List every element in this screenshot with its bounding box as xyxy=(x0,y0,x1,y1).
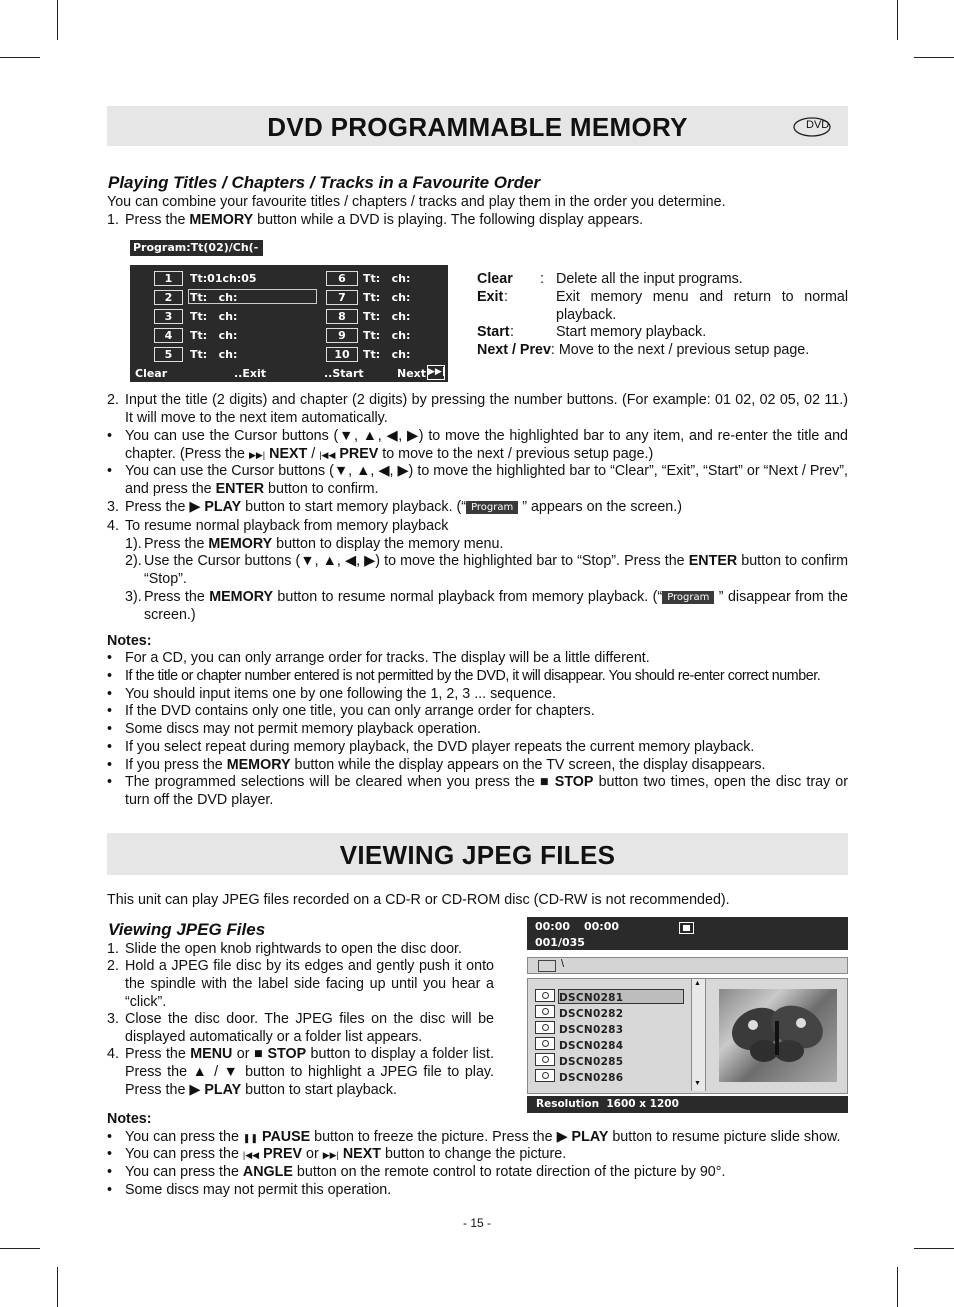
step-number: 1. xyxy=(107,941,119,957)
program-memory-menu xyxy=(130,265,448,382)
clear-desc: Delete all the input programs. xyxy=(556,271,743,287)
crop-mark xyxy=(0,57,40,58)
step-4-text: Press the MENU or ■ STOP button to display a folder list. Press the ▲ / ▼ button to highlight a JPEG file to play. Press the ▶ PLAY button to start playback. xyxy=(125,1046,494,1098)
substep-2-text: Use the Cursor buttons (▼, ▲, ◀, ▶) to move the highlighted bar to “Stop”. Press the ENTER button to confirm “Stop”. xyxy=(144,553,848,587)
program-slot-number[interactable]: 4 xyxy=(154,328,183,343)
section-banner xyxy=(107,106,848,146)
note-item: If the DVD contains only one title, you can only arrange order for chapters. xyxy=(125,703,595,720)
image-file-icon xyxy=(535,1005,555,1018)
file-list-item[interactable] xyxy=(535,989,623,1004)
bullet-cursor-options: You can use the Cursor buttons (▼, ▲, ◀, ▶) to move the highlighted bar to “Clear”, “Exit”, “Start” or “Next / Prev”, and press the ENTER button to confirm. xyxy=(125,463,848,497)
folder-path: \ xyxy=(561,958,565,970)
next-option[interactable]: Next xyxy=(397,367,427,380)
image-file-icon xyxy=(535,1053,555,1066)
step-number: 2. xyxy=(107,392,119,408)
next-icon: ▶▶| xyxy=(322,1150,339,1160)
crop-mark xyxy=(897,1267,898,1307)
note-item: You should input items one by one following the 1, 2, 3 ... sequence. xyxy=(125,685,557,702)
program-header-bar xyxy=(130,240,276,256)
start-desc: Start memory playback. xyxy=(556,324,707,340)
step-number: 3. xyxy=(107,499,119,515)
jpeg-status-bar xyxy=(527,917,848,950)
program-slot-entry[interactable]: Tt: ch: xyxy=(190,329,238,342)
crop-mark xyxy=(897,0,898,40)
file-name: DSCN0285 xyxy=(559,1056,624,1068)
note-item: You can press the ANGLE button on the remote control to rotate direction of the picture by 90°. xyxy=(125,1164,726,1180)
file-name: DSCN0281 xyxy=(559,992,624,1004)
intro-text: You can combine your favourite titles / chapters / tracks and play them in the order you determine. xyxy=(107,194,726,210)
program-header-text: Program:Tt(02)/Ch(- -) xyxy=(133,241,276,254)
clear-key: Clear xyxy=(477,271,513,287)
file-list-item[interactable] xyxy=(535,1069,623,1084)
file-list-item[interactable] xyxy=(535,1037,623,1052)
exit-desc: Exit memory menu and return to normal playback. xyxy=(556,289,848,323)
next-prev-row: Next / Prev: Move to the next / previous setup page. xyxy=(477,342,810,358)
pause-icon: ❚❚ xyxy=(242,1133,258,1143)
next-icon[interactable]: ▶▶| xyxy=(427,365,445,380)
exit-option[interactable]: ..Exit xyxy=(234,367,266,380)
crop-mark xyxy=(0,1248,40,1249)
clear-option[interactable]: Clear xyxy=(135,367,168,380)
program-slot-entry[interactable]: Tt: ch: xyxy=(190,291,238,304)
crop-mark xyxy=(914,57,954,58)
image-file-icon xyxy=(535,1069,555,1082)
dvd-logo-text: DVD xyxy=(806,119,830,131)
program-slot-number[interactable]: 2 xyxy=(154,290,183,305)
substep-1-text: Press the MEMORY button to display the memory menu. xyxy=(144,536,504,552)
butterfly-icon xyxy=(719,989,837,1082)
program-slot-entry[interactable]: Tt: ch: xyxy=(363,272,411,285)
step-number: 1. xyxy=(107,212,119,228)
notes-title: Notes: xyxy=(107,1111,152,1127)
play-icon: ▶ xyxy=(189,499,201,515)
file-list-item[interactable] xyxy=(535,1053,623,1068)
step-text: Slide the open knob rightwards to open the disc door. xyxy=(125,941,462,957)
stop-icon: ■ xyxy=(539,774,550,790)
butterfly-preview-image xyxy=(719,989,837,1082)
note-item: You can press the |◀◀ PREV or ▶▶| NEXT button to change the picture. xyxy=(125,1146,567,1162)
program-slot-number[interactable]: 9 xyxy=(326,328,358,343)
start-option[interactable]: ..Start xyxy=(324,367,364,380)
folder-icon xyxy=(538,960,556,972)
program-slot-entry[interactable]: Tt: ch: xyxy=(363,310,411,323)
file-name: DSCN0284 xyxy=(559,1040,624,1052)
program-chip: Program xyxy=(662,591,714,604)
crop-mark xyxy=(57,1267,58,1307)
file-name: DSCN0283 xyxy=(559,1024,624,1036)
section-banner xyxy=(107,833,848,875)
crop-mark xyxy=(914,1248,954,1249)
play-icon: ▶ xyxy=(189,1081,201,1098)
program-chip: Program xyxy=(466,501,518,514)
total-time: 00:00 xyxy=(584,920,620,933)
step-4-text: To resume normal playback from memory playback xyxy=(125,518,449,534)
image-file-icon xyxy=(535,989,555,1002)
file-count: 001/035 xyxy=(535,936,585,949)
substep-number: 1). xyxy=(125,536,142,552)
file-list-item[interactable] xyxy=(535,1005,623,1020)
program-slot-entry[interactable]: Tt: ch: xyxy=(363,348,411,361)
step-number: 4. xyxy=(107,1046,119,1062)
program-slot-number[interactable]: 8 xyxy=(326,309,358,324)
program-slot-entry[interactable]: Tt: ch: xyxy=(190,348,238,361)
substep-number: 3). xyxy=(125,589,142,605)
substep-3-text: Press the MEMORY button to resume normal playback from memory playback. (“ Program ” disappear from the screen.) xyxy=(144,589,848,623)
program-slot-entry[interactable]: Tt: ch: xyxy=(190,310,238,323)
substep-number: 2). xyxy=(125,553,142,569)
note-item: The programmed selections will be cleared when you press the ■ STOP button two times, open the disc tray or turn off the DVD player. xyxy=(125,774,848,808)
program-slot-entry[interactable]: Tt: ch: xyxy=(363,291,411,304)
scrollbar[interactable] xyxy=(691,979,706,1091)
note-item: Some discs may not permit memory playback operation. xyxy=(125,721,481,738)
prev-icon: |◀◀ xyxy=(242,1150,260,1160)
elapsed-time: 00:00 xyxy=(535,920,571,933)
section-title: VIEWING JPEG FILES xyxy=(339,840,616,870)
step-2-text: Input the title (2 digits) and chapter (2 digits) by pressing the number buttons. (For example: 01 02, 02 05, 02 11.) It will move to the next item automatically. xyxy=(125,392,848,426)
scroll-down-icon[interactable]: ▼ xyxy=(694,1080,701,1087)
step-number: 2. xyxy=(107,958,119,974)
step-text: Close the disc door. The JPEG files on the disc will be displayed automatically or a folder list appears. xyxy=(125,1011,494,1045)
note-item: Some discs may not permit this operation. xyxy=(125,1182,392,1198)
program-slot-number[interactable]: 6 xyxy=(326,271,358,286)
program-slot-number[interactable]: 3 xyxy=(154,309,183,324)
start-key: Start xyxy=(477,324,510,340)
file-name: DSCN0282 xyxy=(559,1008,624,1020)
note-item: You can press the ❚❚ PAUSE button to freeze the picture. Press the ▶ PLAY button to resume picture slide show. xyxy=(125,1129,841,1145)
image-file-icon xyxy=(535,1037,555,1050)
step-number: 4. xyxy=(107,518,119,534)
file-browser xyxy=(527,978,848,1094)
bullet-cursor-items: You can use the Cursor buttons (▼, ▲, ◀, ▶) to move the highlighted bar to any item, and re-enter the title and chapter. (Press the ▶▶| NEXT / |◀◀ PREV to move to the next / previous setup page.) xyxy=(125,428,848,462)
intro-text: This unit can play JPEG files recorded on a CD-R or CD-ROM disc (CD-RW is not recommended). xyxy=(107,892,730,908)
play-icon: ▶ xyxy=(556,1129,568,1145)
step-text: Hold a JPEG file disc by its edges and gently push it onto the spindle with the label side facing up until you hear a “click”. xyxy=(125,958,494,1010)
scroll-up-icon[interactable]: ▲ xyxy=(694,980,701,987)
file-list-item[interactable] xyxy=(535,1021,623,1036)
note-item: If the title or chapter number entered is not permitted by the DVD, it will disappear. You should re-enter correct number. xyxy=(125,667,821,684)
page-number: - 15 - xyxy=(462,1216,491,1230)
note-item: If you select repeat during memory playback, the DVD player repeats the current memory playback. xyxy=(125,739,755,755)
resolution-bar xyxy=(527,1096,848,1113)
stop-status-icon xyxy=(679,922,694,934)
stop-icon: ■ xyxy=(253,1046,264,1062)
program-slot-number[interactable]: 10 xyxy=(326,347,358,362)
file-name: DSCN0286 xyxy=(559,1072,624,1084)
notes-title: Notes: xyxy=(107,633,152,649)
note-item: For a CD, you can only arrange order for tracks. The display will be a little different. xyxy=(125,650,650,666)
exit-key: Exit xyxy=(477,289,504,305)
resolution-text: Resolution 1600 x 1200 xyxy=(536,1098,679,1110)
crop-mark xyxy=(57,0,58,40)
folder-path-bar xyxy=(527,957,848,974)
highlight-bar xyxy=(188,289,317,304)
section-title: DVD PROGRAMMABLE MEMORY xyxy=(267,112,688,142)
program-slot-entry[interactable]: Tt:01ch:05 xyxy=(190,272,257,285)
image-file-icon xyxy=(535,1021,555,1034)
step-1-text: Press the MEMORY button while a DVD is playing. The following display appears. xyxy=(125,212,644,228)
subheading: Viewing JPEG Files xyxy=(108,920,266,939)
note-item: If you press the MEMORY button while the display appears on the TV screen, the display disappears. xyxy=(125,757,766,773)
program-slot-entry[interactable]: Tt: ch: xyxy=(363,329,411,342)
subheading: Playing Titles / Chapters / Tracks in a Favourite Order xyxy=(108,173,541,192)
program-slot-number[interactable]: 5 xyxy=(154,347,183,362)
dvd-logo xyxy=(792,116,838,142)
program-slot-number[interactable]: 7 xyxy=(326,290,358,305)
step-number: 3. xyxy=(107,1011,119,1027)
step-3-text: Press the ▶ PLAY button to start memory playback. (“ Program ” appears on the screen.) xyxy=(125,499,682,515)
program-slot-number[interactable]: 1 xyxy=(154,271,183,286)
